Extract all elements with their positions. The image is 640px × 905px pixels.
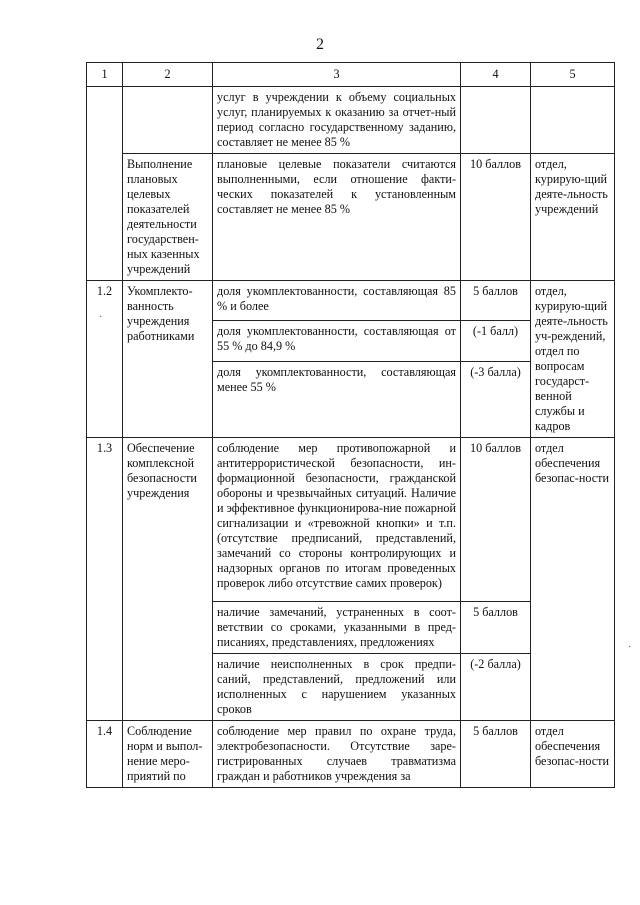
score-cell	[461, 87, 531, 154]
scan-speck: ·	[628, 642, 632, 653]
table-row	[87, 154, 615, 281]
score-cell: 5 баллов	[461, 281, 531, 321]
criterion-cell	[123, 87, 213, 154]
table-header-row	[87, 63, 615, 87]
score-cell: 5 баллов	[461, 602, 531, 654]
score-cell: 10 баллов	[461, 438, 531, 602]
row-number-cell: 1.2	[87, 281, 123, 438]
description-cell: услуг в учреждении к объему социальных услуг, планируемых к оказанию за отчет-ный период согласно государственному заданию, составляет не менее 85 %	[213, 87, 461, 154]
responsible-cell: отдел обеспечения безопас-ности	[531, 438, 615, 721]
table-row	[87, 281, 615, 321]
score-cell: (-2 балла)	[461, 654, 531, 721]
description-cell: плановые целевые показатели считаются выполненными, если отношение факти-ческих показателей к установленным составляет не менее 85 %	[213, 154, 461, 281]
score-cell: (-1 балл)	[461, 321, 531, 361]
score-cell: 5 баллов	[461, 721, 531, 788]
description-cell: доля укомплектованности, составляющая менее 55 %	[213, 361, 461, 437]
responsible-cell: отдел, курирую-щий деяте-льность уч-реждений, отдел по вопросам государст-венной службы и кадров	[531, 281, 615, 438]
column-header: 2	[123, 63, 213, 87]
row-number-cell: 1.3	[87, 438, 123, 721]
description-cell: наличие замечаний, устраненных в соот-ветствии со сроками, указанными в пред-писаниях, представлениях, предложениях	[213, 602, 461, 654]
score-cell: (-3 балла)	[461, 361, 531, 437]
table-row	[87, 721, 615, 788]
table-row	[87, 438, 615, 602]
column-header: 1	[87, 63, 123, 87]
criterion-cell: Выполнение плановых целевых показателей деятельности государствен-ных казенных учреждений	[123, 154, 213, 281]
criterion-cell: Укомплекто-ванность учреждения работниками	[123, 281, 213, 438]
responsible-cell: отдел, курирую-щий деяте-льность учреждений	[531, 154, 615, 281]
score-cell: 10 баллов	[461, 154, 531, 281]
responsible-cell	[531, 87, 615, 154]
description-cell: доля укомплектованности, составляющая 85 % и более	[213, 281, 461, 321]
row-number-cell	[87, 87, 123, 281]
criteria-table	[86, 62, 615, 788]
row-number-cell: 1.4	[87, 721, 123, 788]
page-number: 2	[316, 36, 324, 53]
responsible-cell: отдел обеспечения безопас-ности	[531, 721, 615, 788]
criterion-cell: Соблюдение норм и выпол-нение меро-приятий по	[123, 721, 213, 788]
column-header: 4	[461, 63, 531, 87]
description-cell: доля укомплектованности, составляющая от 55 % до 84,9 %	[213, 321, 461, 361]
description-cell: соблюдение мер правил по охране труда, электробезопасности. Отсутствие заре-гистрированных случаев травматизма граждан и работников учреждения за	[213, 721, 461, 788]
table-row	[87, 87, 615, 154]
column-header: 5	[531, 63, 615, 87]
criterion-cell: Обеспечение комплексной безопасности учреждения	[123, 438, 213, 721]
scan-speck: ·	[99, 312, 103, 323]
column-header: 3	[213, 63, 461, 87]
description-cell: наличие неисполненных в срок предпи-саний, представлений, предложений или исполненных с нарушением указанных сроков	[213, 654, 461, 721]
description-cell: соблюдение мер противопожарной и антитеррористической безопасности, ин-формационной безопасности, гражданской обороны и чрезвычайных ситуаций. Наличие и эффективное функционирова-ние пожарной сигнализации и «тревожной кнопки» и т.п. (отсутствие предписаний, представлений, замечаний со стороны контролирующих и надзорных органов по итогам проведенных проверок либо отсутствие самих проверок)	[213, 438, 461, 602]
